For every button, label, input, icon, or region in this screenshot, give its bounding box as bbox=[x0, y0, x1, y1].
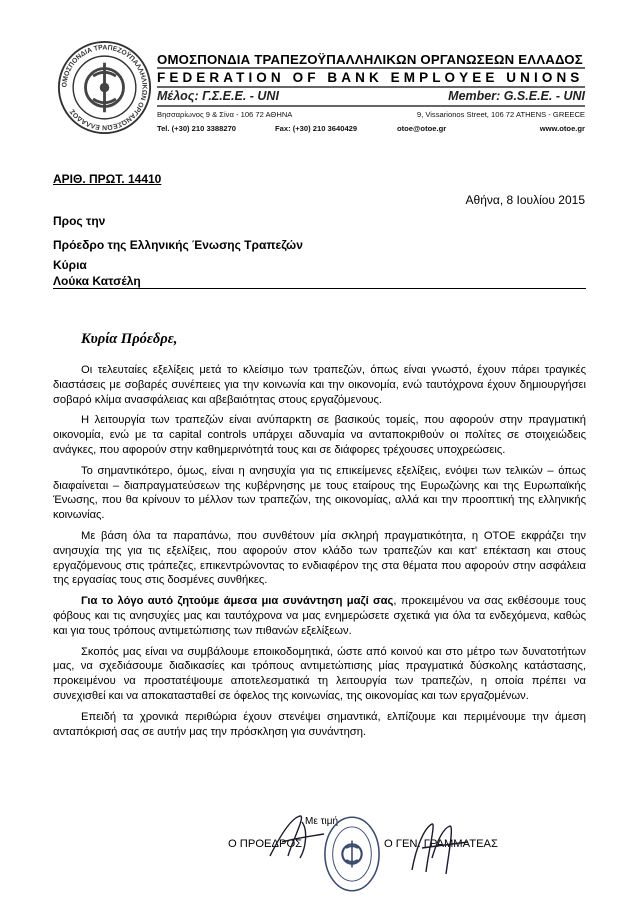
email: otoe@otoe.gr bbox=[397, 124, 447, 133]
addressee-rule bbox=[53, 288, 586, 289]
website: www.otoe.gr bbox=[539, 124, 585, 133]
header-divider bbox=[157, 86, 585, 88]
meeting-request: Για το λόγο αυτό ζητούμε άμεσα μια συνάντηση μαζί σας bbox=[81, 595, 394, 608]
paragraph: Η λειτουργία των τραπεζών είναι ανύπαρκτη σε βασικούς τομείς, που αφορούν στην πραγματική οικονομία, ενώ με τα capital controls υπάρχει αδυναμία να ανταποκριθούν οι πολίτες σε στοιχειώδεις ανάγκες, που αφορούν στην καθημερινότητά τους και σε διάφορες τρέχουσες υποχρεώσεις. bbox=[53, 414, 586, 456]
federation-logo bbox=[57, 40, 152, 135]
paragraph: Σκοπός μας είναι να συμβάλουμε εποικοδομητικά, ώστε από κοινού και στο μέτρο των δυνατοτήτων μας, να σχεδιάσουμε διαδικασίες και τρόπους αντιμετώπισης μίας πραγματικά δύσκολης κατάστασης, προκειμένου να προστατέψουμε αποτελεσματικά τη λειτουργία των τραπεζών, η οποία πρέπει να συνεχισθεί και να αποκατασταθεί σε όφελος της κοινωνίας, της οικονομίας και των εργαζομένων. bbox=[53, 645, 586, 702]
member-english: Member: G.S.E.E. - UNI bbox=[448, 89, 585, 103]
paragraph-rest: , προκειμένου να σας εκθέσουμε τους φόβους και τις ανησυχίες μας και ταυτόχρονα να μας ενημερώσετε σχετικά για όλα τα ενδεχόμενα, καθώς και για τους τρόπους αντιμετώπισης των πιθανών εξελίξεων. bbox=[53, 595, 587, 637]
secretary-signature bbox=[402, 818, 472, 878]
member-greek: Μέλος: Γ.Σ.Ε.Ε. - UNI bbox=[157, 89, 279, 103]
org-name-greek: ΟΜΟΣΠΟΝΔΙΑ ΤΡΑΠΕΖΟΫΠΑΛΛΗΛΙΚΩΝ ΟΡΓΑΝΩΣΕΩΝ ΕΛΛΑΔΟΣ bbox=[157, 52, 583, 67]
paragraph: Επειδή τα χρονικά περιθώρια έχουν στενέψει σημαντικά, ελπίζουμε και περιμένουμε την άμεση ανταπόκρισή σας σε αυτήν μας την πρόσκληση για συνάντηση. bbox=[53, 710, 586, 738]
org-name-english: FEDERATION OF BANK EMPLOYEE UNIONS bbox=[157, 70, 584, 85]
letter-body bbox=[53, 363, 586, 745]
closing: Με τιμή bbox=[305, 816, 339, 827]
fax: Fax: (+30) 210 3640429 bbox=[275, 124, 358, 133]
secretary-label: Ο ΓΕΝ. ΓΡΑΜΜΑΤΕΑΣ bbox=[384, 838, 498, 850]
logo-ring-text: ΟΜΟΣΠΟΝΔΙΑ ΤΡΑΠΕΖΟΫΠΑΛΛΗΛΙΚΩΝ ΟΡΓΑΝΩΣΕΩΝ ΕΛΛΑΔΟΣ bbox=[61, 44, 148, 131]
letter-date: Αθήνα, 8 Ιουλίου 2015 bbox=[465, 193, 585, 207]
president-label: Ο ΠΡΟΕΔΡΟΣ bbox=[228, 838, 303, 850]
paragraph: Το σημαντικότερο, όμως, είναι η ανησυχία για τις επικείμενες εξελίξεις, ενόψει των τελικών – όπως διαφαίνεται – διαπραγματεύσεων της κυβέρνησης με τους εταίρους της Ευρωζώνης και της Ευρωπαϊκής Ένωσης, που θα κρίνουν το μέλλον των τραπεζών, της οικονομίας, αλλά και την προοπτική της ελληνικής κοινωνίας. bbox=[53, 464, 586, 522]
paragraph: Οι τελευταίες εξελίξεις μετά το κλείσιμο των τραπεζών, όπως είναι γνωστό, έχουν πάρει τραγικές διαστάσεις με σοβαρές συνέπειες για την κοινωνία και την οικονομία, ενώ ταυτόχρονα έχουν δημιουργήσει σοβαρό κλίμα ανασφάλειας και αβεβαιότητας στους εργαζόμενους. bbox=[53, 364, 586, 406]
salutation: Κυρία Πρόεδρε, bbox=[81, 331, 178, 347]
address-english: 9, Vissarionos Street, 106 72 ATHENS - GREECE bbox=[416, 110, 585, 119]
address-greek: Βησσαρίωνος 9 & Σίνα - 106 72 ΑΘΗΝΑ bbox=[157, 110, 293, 119]
protocol-number: ΑΡΙΘ. ΠΡΩΤ. 14410 bbox=[53, 172, 162, 186]
header-divider bbox=[157, 67, 585, 69]
paragraph bbox=[53, 594, 586, 638]
to-name: Λούκα Κατσέλη bbox=[53, 274, 141, 288]
organization-seal bbox=[323, 815, 381, 893]
paragraph: Με βάση όλα τα παραπάνω, που συνθέτουν μία σκληρή πραγματικότητα, η ΟΤΟΕ εκφράζει την ανησυχία της για τις εξελίξεις, που αφορούν στον κλάδο των τραπεζών και κατ' επέκταση και στους εργαζόμενους στις τράπεζες, επικεντρώνοντας το ενδιαφέρον της στα θέματα που αφορούν στην ασφάλεια της εργασίας τους στις δοσμένες συνθήκες. bbox=[53, 529, 586, 587]
to-recipient: Πρόεδρο της Ελληνικής Ένωσης Τραπεζών bbox=[53, 238, 303, 252]
president-signature bbox=[262, 812, 332, 862]
header-divider bbox=[157, 105, 585, 107]
to-label: Προς την bbox=[53, 214, 106, 228]
to-title: Κύρια bbox=[53, 258, 87, 272]
tel: Tel. (+30) 210 3388270 bbox=[157, 124, 237, 133]
